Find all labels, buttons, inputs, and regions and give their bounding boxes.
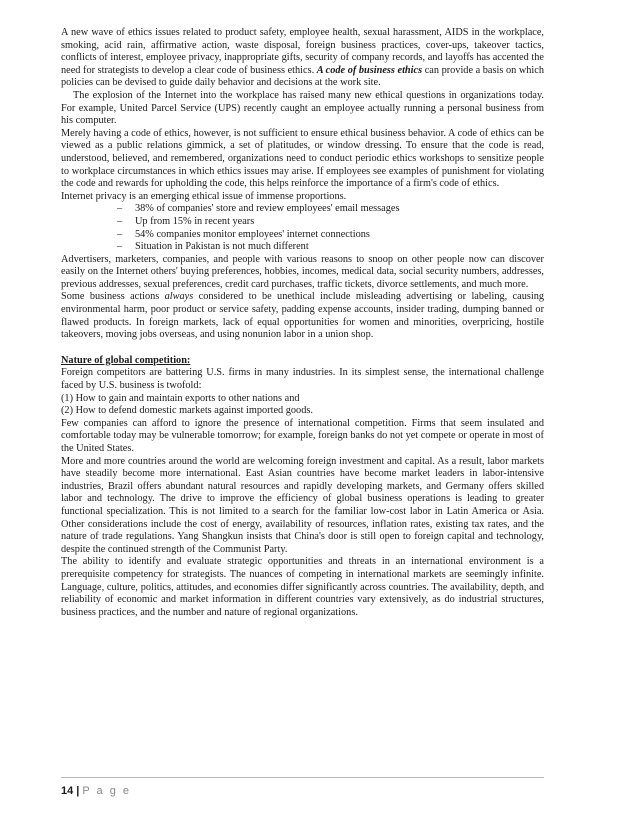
paragraph-foreign-competitors: Foreign competitors are battering U.S. firms in many industries. In its simplest sense, the international challenge faced by U.S. business is twofold: [61,367,544,392]
page-footer [61,785,131,797]
paragraph-text: Some business actions [61,291,160,303]
paragraph-foreign-investment: More and more countries around the world are welcoming foreign investment and capital. As a result, labor markets have steadily become more international. East Asian countries have become market leaders in labor-intensive industries, Brazil offers abundant natural resources and rapidly developing markets, and Germany offers skilled labor and technology. The drive to improve the efficiency of global business operations is leading to greater functional specialization. This is not limited to a search for the familiar low-cost labor in Latin America or Asia. Other considerations include the cost of energy, availability of resources, inflation rates, existing tax rates, and the nature of trade regulations. Yang Shangkun insists that China's door is still open to foreign capital and technology, despite the continued strength of the Communist Party. [61,455,544,555]
list-item [61,229,544,242]
paragraph-international-competition: Few companies can afford to ignore the presence of international competition. Firms that seem insulated and comfortable today may be vulnerable tomorrow; for example, foreign banks do not yet compete or operate in most of the United States. [61,417,544,454]
list-item [61,203,544,216]
page-label: P a g e [82,785,131,797]
code-of-ethics-term: A code of business ethics [316,64,423,76]
paragraph-challenge-one: (1) How to gain and maintain exports to other nations and [61,392,300,404]
page-number: 14 [61,785,74,797]
paragraph-unethical-actions [61,291,544,341]
dash-marker: – [117,215,123,227]
list-item-text: 54% companies monitor employees' internet connections [135,228,370,240]
paragraph-code-of-ethics: Merely having a code of ethics, however, is not sufficient to ensure ethical business behavior. A code of ethics can be viewed as a public relations gimmick, a set of platitudes, or window dressing. To ensure that the code is read, understood, believed, and remembered, organizations need to conduct periodic ethics workshops to sensitize people to workplace circumstances in which ethics issues may arise. If employees see examples of punishment for violating the code and rewards for upholding the code, this helps reinforce the importance of a firm's code of ethics. [61,127,544,190]
dash-marker: – [117,228,123,240]
paragraph-internet-privacy: Internet privacy is an emerging ethical issue of immense proportions. [61,190,347,202]
dash-marker: – [117,203,123,215]
list-item-text: 38% of companies' store and review employees' email messages [135,203,400,215]
paragraph-advertisers: Advertisers, marketers, companies, and people with various reasons to snoop on other people now can discover easily on the Internet others' buying preferences, hobbies, incomes, medical data, social security numbers, addresses, previous addresses, sexual preferences, credit card purchases, traffic tickets, divorce settlements, and much more. [61,253,544,290]
paragraph-text: can provide a basis on which policies can be devised to guide daily behavior and decisions at the work site. [61,64,544,89]
list-item-text: Situation in Pakistan is not much different [135,241,309,253]
page-body [61,27,544,619]
emphasis-always: always [164,291,194,303]
section-heading-global-competition: Nature of global competition: [61,354,191,366]
paragraph-strategic-opportunities: The ability to identify and evaluate strategic opportunities and threats in an international environment is a prerequisite competency for strategists. The nuances of competing in international markets are seemingly infinite. Language, culture, politics, attitudes, and economies differ significantly across countries. The availability, depth, and reliability of economic and market information in different countries vary extensively, as do industrial structures, business practices, and the number and nature of regional organizations. [61,556,544,618]
footer-divider [61,777,544,778]
paragraph-text: A new wave of ethics issues related to product safety, employee health, sexual harassment, AIDS in the workplace, smoking, acid rain, affirmative action, waste disposal, foreign business practices, cover-ups, takeover tactics, conflicts of interest, employee privacy, inappropriate gifts, security of company records, and layoffs has accented the need for strategists to develop a clear code of business ethics. [61,27,544,76]
list-item [61,241,544,254]
list-item-text: Up from 15% in recent years [135,215,255,227]
dash-marker: – [117,241,123,253]
paragraph-text: considered to be unethical include misleading advertising or labeling, causing environmental harm, poor product or service safety, padding expense accounts, insider trading, dumping banned or flawed products. In foreign markets, lack of equal opportunities for women and minorities, overpricing, hostile takeovers, moving jobs overseas, and using nonunion labor in a union shop. [61,291,545,341]
paragraph-internet-explosion: The explosion of the Internet into the workplace has raised many new ethical questions in organizations today. For example, United Parcel Service (UPS) recently caught an employee actually running a personal business from his computer. [61,89,544,127]
list-item [61,216,544,229]
footer-separator: | [76,785,80,797]
paragraph-ethics-issues [61,27,544,90]
privacy-statistics-list [61,203,544,253]
paragraph-challenge-two: (2) How to defend domestic markets against imported goods. [61,405,313,417]
